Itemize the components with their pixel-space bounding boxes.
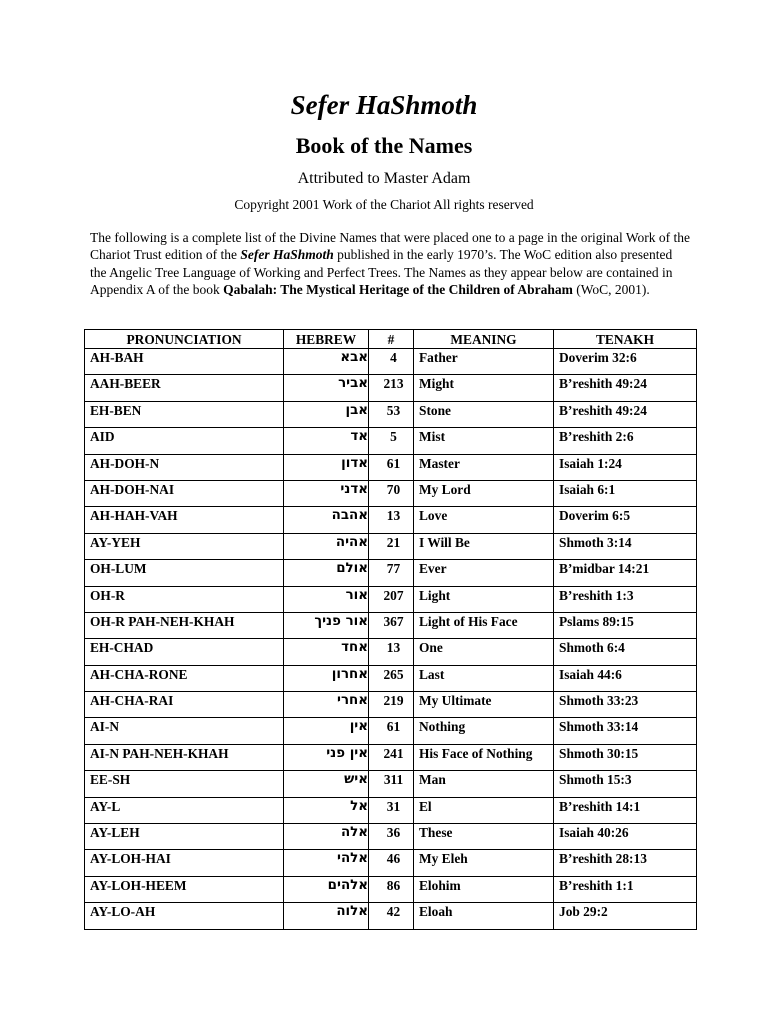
table-row xyxy=(85,850,697,876)
intro-text-3: (WoC, 2001). xyxy=(572,281,650,297)
cell-meaning: Last xyxy=(414,665,554,691)
cell-number: 265 xyxy=(369,665,414,691)
table-row xyxy=(85,797,697,823)
cell-hebrew: אין פני xyxy=(284,744,369,770)
table-row xyxy=(85,349,697,375)
cell-tenakh-reference: Job 29:2 xyxy=(554,903,697,929)
cell-number: 13 xyxy=(369,507,414,533)
cell-hebrew: אחד xyxy=(284,639,369,665)
cell-meaning: My Lord xyxy=(414,480,554,506)
cell-meaning: Love xyxy=(414,507,554,533)
cell-hebrew: אחרון xyxy=(284,665,369,691)
table-row xyxy=(85,612,697,638)
table-row xyxy=(85,639,697,665)
table-body xyxy=(85,349,697,930)
cell-tenakh-reference: Shmoth 6:4 xyxy=(554,639,697,665)
cell-meaning: Nothing xyxy=(414,718,554,744)
cell-hebrew: אביר xyxy=(284,375,369,401)
cell-tenakh-reference: B’reshith 49:24 xyxy=(554,375,697,401)
cell-number: 207 xyxy=(369,586,414,612)
cell-number: 4 xyxy=(369,349,414,375)
table-row xyxy=(85,507,697,533)
cell-hebrew: אלהים xyxy=(284,876,369,902)
cell-number: 21 xyxy=(369,533,414,559)
cell-pronunciation: AI-N PAH-NEH-KHAH xyxy=(85,744,284,770)
cell-meaning: Eloah xyxy=(414,903,554,929)
cell-pronunciation: AH-HAH-VAH xyxy=(85,507,284,533)
cell-hebrew: אור פניך xyxy=(284,612,369,638)
cell-number: 61 xyxy=(369,718,414,744)
cell-number: 77 xyxy=(369,560,414,586)
cell-hebrew: אד xyxy=(284,428,369,454)
cell-hebrew: אדני xyxy=(284,480,369,506)
cell-number: 86 xyxy=(369,876,414,902)
cell-pronunciation: AY-YEH xyxy=(85,533,284,559)
cell-number: 13 xyxy=(369,639,414,665)
cell-meaning: Master xyxy=(414,454,554,480)
cell-pronunciation: AY-L xyxy=(85,797,284,823)
table-row xyxy=(85,665,697,691)
table-row xyxy=(85,744,697,770)
table-row xyxy=(85,771,697,797)
cell-pronunciation: AY-LEH xyxy=(85,824,284,850)
cell-number: 31 xyxy=(369,797,414,823)
intro-paragraph xyxy=(90,229,690,298)
cell-tenakh-reference: Isaiah 44:6 xyxy=(554,665,697,691)
cell-number: 42 xyxy=(369,903,414,929)
cell-tenakh-reference: Doverim 32:6 xyxy=(554,349,697,375)
table-row xyxy=(85,560,697,586)
cell-meaning: Elohim xyxy=(414,876,554,902)
header-meaning: MEANING xyxy=(414,330,554,349)
cell-meaning: My Ultimate xyxy=(414,692,554,718)
cell-meaning: I Will Be xyxy=(414,533,554,559)
cell-meaning: My Eleh xyxy=(414,850,554,876)
cell-tenakh-reference: Shmoth 15:3 xyxy=(554,771,697,797)
page-title: Sefer HaShmoth xyxy=(290,90,478,120)
cell-tenakh-reference: B’reshith 1:1 xyxy=(554,876,697,902)
intro-book-name: Sefer HaShmoth xyxy=(240,247,334,263)
cell-hebrew: אבא xyxy=(284,349,369,375)
table-row xyxy=(85,428,697,454)
cell-hebrew: אהיה xyxy=(284,533,369,559)
cell-hebrew: אולם xyxy=(284,560,369,586)
intro-text-2: published in the early 1970’s. The WoC edition also presented the Angelic Tree Language of Working and Perfect Trees. The Names as they appear below are contained in Appendix A of the book xyxy=(90,247,673,297)
cell-pronunciation: AH-BAH xyxy=(85,349,284,375)
cell-tenakh-reference: Shmoth 30:15 xyxy=(554,744,697,770)
cell-meaning: Might xyxy=(414,375,554,401)
table-row xyxy=(85,480,697,506)
cell-pronunciation: AY-LOH-HEEM xyxy=(85,876,284,902)
cell-tenakh-reference: B’reshith 28:13 xyxy=(554,850,697,876)
cell-pronunciation: OH-R xyxy=(85,586,284,612)
cell-number: 5 xyxy=(369,428,414,454)
table-row xyxy=(85,375,697,401)
cell-pronunciation: AAH-BEER xyxy=(85,375,284,401)
cell-number: 241 xyxy=(369,744,414,770)
cell-tenakh-reference: B’reshith 14:1 xyxy=(554,797,697,823)
cell-tenakh-reference: Isaiah 6:1 xyxy=(554,480,697,506)
table-header-row xyxy=(85,330,697,349)
cell-pronunciation: OH-R PAH-NEH-KHAH xyxy=(85,612,284,638)
cell-meaning: One xyxy=(414,639,554,665)
cell-pronunciation: AY-LO-AH xyxy=(85,903,284,929)
cell-pronunciation: AH-CHA-RAI xyxy=(85,692,284,718)
cell-tenakh-reference: Isaiah 1:24 xyxy=(554,454,697,480)
table-row xyxy=(85,718,697,744)
cell-tenakh-reference: Isaiah 40:26 xyxy=(554,824,697,850)
header-number: # xyxy=(369,330,414,349)
cell-tenakh-reference: B’reshith 1:3 xyxy=(554,586,697,612)
cell-hebrew: אל xyxy=(284,797,369,823)
table-row xyxy=(85,401,697,427)
cell-number: 219 xyxy=(369,692,414,718)
cell-tenakh-reference: Shmoth 33:14 xyxy=(554,718,697,744)
cell-meaning: Stone xyxy=(414,401,554,427)
header-hebrew: HEBREW xyxy=(284,330,369,349)
cell-tenakh-reference: Doverim 6:5 xyxy=(554,507,697,533)
cell-meaning: Light xyxy=(414,586,554,612)
cell-meaning: Light of His Face xyxy=(414,612,554,638)
cell-pronunciation: AH-CHA-RONE xyxy=(85,665,284,691)
cell-tenakh-reference: Pslams 89:15 xyxy=(554,612,697,638)
header-pronunciation: PRONUNCIATION xyxy=(85,330,284,349)
table-row xyxy=(85,876,697,902)
cell-hebrew: אין xyxy=(284,718,369,744)
cell-pronunciation: EH-CHAD xyxy=(85,639,284,665)
intro-text-1: The following is a complete list of the Divine Names that were placed one to a page in the original Work of the Chariot Trust edition of the xyxy=(90,230,690,263)
cell-tenakh-reference: B’reshith 2:6 xyxy=(554,428,697,454)
cell-pronunciation: EH-BEN xyxy=(85,401,284,427)
cell-meaning: Ever xyxy=(414,560,554,586)
header-tenakh: TENAKH xyxy=(554,330,697,349)
cell-pronunciation: AH-DOH-NAI xyxy=(85,480,284,506)
cell-meaning: These xyxy=(414,824,554,850)
cell-tenakh-reference: Shmoth 33:23 xyxy=(554,692,697,718)
cell-meaning: Man xyxy=(414,771,554,797)
table-row xyxy=(85,903,697,929)
cell-pronunciation: AH-DOH-N xyxy=(85,454,284,480)
page-subtitle: Book of the Names xyxy=(295,133,473,158)
table-row xyxy=(85,533,697,559)
cell-tenakh-reference: Shmoth 3:14 xyxy=(554,533,697,559)
cell-meaning: Mist xyxy=(414,428,554,454)
cell-tenakh-reference: B’midbar 14:21 xyxy=(554,560,697,586)
cell-pronunciation: AY-LOH-HAI xyxy=(85,850,284,876)
cell-meaning: Father xyxy=(414,349,554,375)
cell-hebrew: אור xyxy=(284,586,369,612)
cell-hebrew: אלה xyxy=(284,824,369,850)
cell-meaning: El xyxy=(414,797,554,823)
cell-hebrew: אדון xyxy=(284,454,369,480)
cell-number: 36 xyxy=(369,824,414,850)
names-table xyxy=(84,329,697,930)
copyright-notice: Copyright 2001 Work of the Chariot All rights reserved xyxy=(234,197,534,212)
table-row xyxy=(85,454,697,480)
cell-number: 70 xyxy=(369,480,414,506)
cell-pronunciation: EE-SH xyxy=(85,771,284,797)
cell-pronunciation: AID xyxy=(85,428,284,454)
table-row xyxy=(85,692,697,718)
cell-number: 367 xyxy=(369,612,414,638)
cell-number: 53 xyxy=(369,401,414,427)
cell-number: 46 xyxy=(369,850,414,876)
cell-tenakh-reference: B’reshith 49:24 xyxy=(554,401,697,427)
cell-hebrew: אבן xyxy=(284,401,369,427)
cell-hebrew: איש xyxy=(284,771,369,797)
cell-number: 311 xyxy=(369,771,414,797)
intro-book-title: Qabalah: The Mystical Heritage of the Children of Abraham xyxy=(223,281,573,297)
cell-number: 61 xyxy=(369,454,414,480)
table-row xyxy=(85,824,697,850)
table-row xyxy=(85,586,697,612)
attribution: Attributed to Master Adam xyxy=(297,170,471,187)
cell-pronunciation: OH-LUM xyxy=(85,560,284,586)
cell-number: 213 xyxy=(369,375,414,401)
cell-hebrew: אהבה xyxy=(284,507,369,533)
cell-pronunciation: AI-N xyxy=(85,718,284,744)
cell-meaning: His Face of Nothing xyxy=(414,744,554,770)
cell-hebrew: אלהי xyxy=(284,850,369,876)
cell-hebrew: אלוה xyxy=(284,903,369,929)
cell-hebrew: אחרי xyxy=(284,692,369,718)
